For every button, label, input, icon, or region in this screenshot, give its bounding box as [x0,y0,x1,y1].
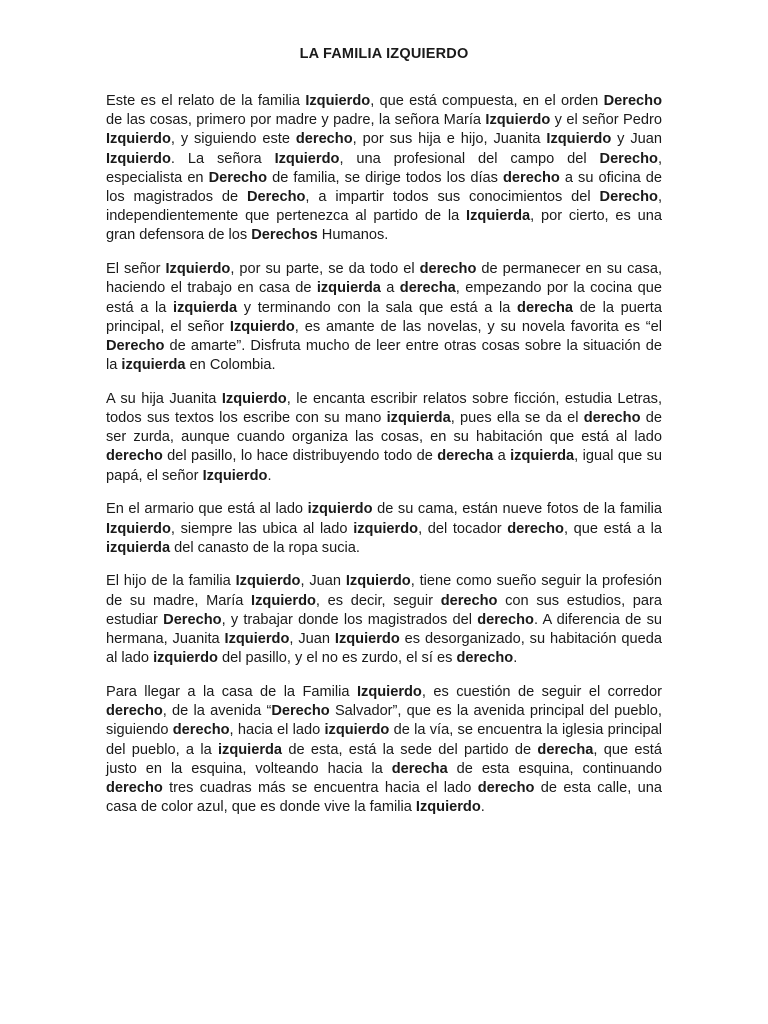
text-run: , por su parte, se da todo el [230,261,420,278]
text-run: de la vía, se encuentra la iglesia principal del pueblo, a la [106,722,662,758]
text-run: . [267,467,272,484]
bold-term: Izquierda [466,208,531,225]
text-run: Salvador”, que es la avenida principal del pueblo, siguiendo [106,703,662,739]
text-run: , Juan [289,631,335,648]
text-run: , que está compuesta, en el orden [370,93,604,109]
bold-term: Izquierdo [165,261,231,278]
bold-term: izquierda [217,741,283,758]
paragraph [106,92,662,246]
bold-term: derecho [419,261,477,278]
text-run: , y trabajar donde los magistrados del [221,611,478,628]
text-run: de las cosas, primero por madre y padre, la señora María [106,112,486,129]
bold-term: derecha [391,760,448,777]
bold-term: izquierda [121,357,186,374]
text-run: con sus estudios, para estudiar [106,592,662,628]
text-run: . [513,650,518,667]
bold-term: Izquierdo [202,467,268,484]
bold-term: Izquierdo [334,631,400,648]
paragraph [106,260,662,375]
bold-term: Derechos [251,227,318,244]
text-run: , especialista en [106,150,662,186]
bold-term: derecha [437,448,494,465]
text-run: de la puerta principal, el señor [106,299,662,335]
text-run: a [380,280,400,297]
bold-term: Izquierdo [305,93,371,109]
bold-term: derecho [172,722,230,739]
bold-term: Izquierdo [251,592,316,609]
text-run: , a impartir todos sus conocimientos del [305,189,600,206]
bold-term: izquierda [173,299,238,316]
bold-term: Derecho [603,93,663,109]
text-run: de familia, se dirige todos los días [267,169,504,186]
text-run: , le encanta escribir relatos sobre ficción, estudia Letras, todos sus textos los escribe con su mano [106,390,662,427]
text-run: , hacia el lado [229,722,325,739]
text-run: . A diferencia de su hermana, Juanita [106,611,662,648]
text-run: , igual que su papá, el señor [106,448,662,484]
bold-term: Derecho [208,169,268,186]
text-run: , del tocador [418,520,508,537]
bold-term: Izquierdo [356,683,422,700]
text-run: , Juan [300,573,346,590]
text-run: , que está justo en la esquina, volteando hacia la [106,741,662,777]
paragraph [106,500,662,558]
text-run: a [493,448,511,465]
text-run: Humanos. [317,227,389,244]
bold-term: izquierda [386,410,451,427]
text-run: de esta calle, una casa de color azul, que es donde vive la familia [106,780,662,816]
bold-term: Derecho [163,611,222,628]
bold-term: Derecho [106,337,165,354]
bold-term: derecho [456,650,514,667]
bold-term: Derecho [247,189,306,206]
text-run: del pasillo, y el no es zurdo, el sí es [217,650,457,667]
bold-term: Izquierdo [106,131,171,148]
text-run: En el armario que está al lado [106,501,308,518]
paragraph [106,572,662,668]
bold-term: Derecho [599,189,658,206]
text-run: El hijo de la familia [106,573,236,590]
bold-term: izquierda [510,448,575,465]
text-run: Este es el relato de la familia [106,93,306,109]
document-body [106,92,662,832]
text-run: en Colombia. [185,357,276,374]
text-run: , por sus hija e hijo, Juanita [352,131,547,148]
text-run: , pues ella se da el [450,410,584,427]
bold-term: derecha [399,280,456,297]
text-run: , tiene como sueño seguir la profesión de su madre, María [106,573,663,609]
text-run: , y siguiendo este [170,131,296,148]
bold-term: derecho [477,611,534,628]
text-run: , que está a la [563,520,663,537]
text-run: es desorganizado, su habitación queda al lado [106,631,662,667]
text-run: , empezando por la cocina que está a la [106,280,662,316]
bold-term: Izquierdo [106,150,171,167]
bold-term: izquierda [316,280,381,297]
text-run: del canasto de la ropa sucia. [170,539,360,556]
bold-term: Derecho [599,150,658,167]
bold-term: derecho [295,131,353,148]
bold-term: derecho [583,410,641,427]
bold-term: Izquierdo [546,131,612,148]
text-run: , es decir, seguir [315,592,441,609]
text-run: y terminando con la sala que está a la [237,299,518,316]
text-run: , es amante de las novelas, y su novela favorita es “el [294,318,662,335]
bold-term: Derecho [271,703,330,720]
bold-term: Izquierdo [224,631,290,648]
bold-term: izquierdo [353,520,419,537]
bold-term: izquierda [106,539,171,556]
bold-term: Izquierdo [415,799,481,816]
bold-term: Izquierdo [485,112,551,129]
text-run: tres cuadras más se encuentra hacia el lado [162,780,478,796]
text-run: de esta, está la sede del partido de [282,741,538,758]
bold-term: derecho [507,520,564,537]
text-run: , una profesional del campo del [339,150,600,167]
text-run: de permanecer en su casa, haciendo el trabajo en casa de [106,261,662,297]
text-run: a su oficina de los magistrados de [106,169,662,206]
text-run: de esta esquina, continuando [447,760,662,777]
text-run: y Juan [611,131,663,148]
text-run: , de la avenida “ [162,703,272,720]
text-run: , por cierto, es una gran defensora de los [106,208,662,244]
paragraph [106,390,662,486]
bold-term: Izquierdo [235,573,301,590]
bold-term: derecha [537,741,594,758]
text-run: de amarte”. Disfruta mucho de leer entre otras cosas sobre la situación de la [106,337,662,374]
bold-term: derecho [477,780,535,796]
text-run: . [480,799,485,816]
text-run: A su hija Juanita [106,390,222,407]
text-run: de ser zurda, aunque cuando organiza las cosas, en su habitación que está al lado [106,410,662,446]
bold-term: derecho [503,169,560,186]
text-run: , independientemente que pertenezca al partido de la [106,189,663,225]
text-run: y el señor Pedro [550,112,662,129]
bold-term: Izquierdo [106,520,171,537]
bold-term: Izquierdo [345,573,411,590]
document-title: LA FAMILIA IZQUIERDO [299,46,469,62]
bold-term: derecho [106,703,163,720]
text-run: . La señora [170,150,275,167]
text-run: , siempre las ubica al lado [170,520,354,537]
text-run: del pasillo, lo hace distribuyendo todo de [162,448,438,465]
paragraph [106,683,662,817]
bold-term: Izquierdo [229,318,295,335]
bold-term: Izquierdo [221,390,287,407]
text-run: El señor [106,261,166,278]
text-run: , es cuestión de seguir el corredor [421,683,662,700]
bold-term: izquierdo [153,650,218,667]
bold-term: izquierdo [307,501,373,518]
bold-term: derecho [440,592,498,609]
bold-term: derecha [517,299,574,316]
bold-term: izquierdo [324,722,390,739]
bold-term: derecho [106,448,163,465]
text-run: Para llegar a la casa de la Familia [106,683,357,700]
text-run: de su cama, están nueve fotos de la familia [372,501,662,518]
bold-term: derecho [106,780,163,796]
bold-term: Izquierdo [274,150,340,167]
